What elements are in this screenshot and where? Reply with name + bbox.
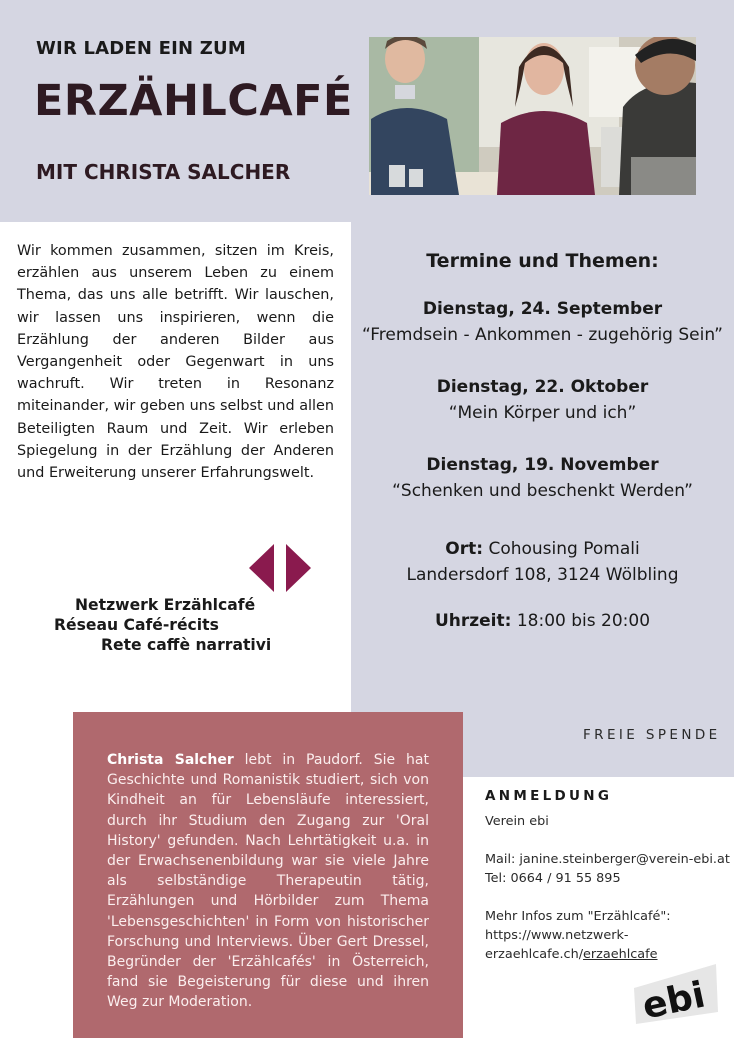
network-name-de: Netzwerk Erzählcafé: [75, 596, 256, 614]
schedule-heading: Termine und Themen:: [426, 250, 659, 272]
registration-mail: Mail: janine.steinberger@verein-ebi.at: [485, 852, 730, 867]
header-subtitle: MIT CHRISTA SALCHER: [36, 160, 291, 184]
header-kicker: WIR LADEN EIN ZUM: [36, 38, 246, 59]
info-url-path[interactable]: erzaehlcafe: [583, 947, 658, 962]
time-label: Uhrzeit:: [434, 611, 512, 631]
schedule-section: [351, 250, 734, 634]
event-date: Dienstag, 19. November: [426, 455, 659, 475]
event-date: Dienstag, 24. September: [422, 299, 663, 319]
event-date: Dienstag, 22. Oktober: [436, 377, 649, 397]
network-name-fr: Réseau Café-récits: [54, 616, 219, 634]
bio-body: lebt in Paudorf. Sie hat Geschichte und Romanistik studiert, sich von Kindheit an für Lebensläufe interessiert, durch ihr Studium den Zugang zur 'Oral History' gefunden. Nach Lehrtätigkeit u.a. in der Erwachsenenbildung war sie viele Jahre als selbständige Therapeutin tätig, Erzählungen und Hörbilder zum Thema 'Lebensgeschichten' in Form von historischer Forschung und Interviews. Über Gert Dressel, Begründer der 'Erzählcafés' in Österreich, fand sie Begeisterung für diese und ihren Weg zur Moderation.: [107, 752, 429, 1011]
registration-org: Verein ebi: [485, 814, 549, 829]
network-name-it: Rete caffè narrativi: [101, 636, 272, 654]
info-url-host[interactable]: erzaehlcafe.ch/: [485, 947, 584, 962]
info-label: Mehr Infos zum "Erzählcafé":: [485, 909, 671, 924]
registration-tel: Tel: 0664 / 91 55 895: [485, 871, 621, 886]
registration-title: ANMELDUNG: [485, 788, 613, 804]
donation-note: FREIE SPENDE: [583, 727, 721, 743]
registration-contact: [485, 812, 730, 964]
event-topic: “Mein Körper und ich”: [448, 403, 637, 423]
intro-text: Wir kommen zusammen, sitzen im Kreis, erzählen aus unserem Leben zu einem Thema, das uns alle betrifft. Wir lauschen, wir lassen uns inspirieren, wenn die Erzählung der anderen Bilder aus Vergangenheit oder Gegenwart in uns wachruft. Wir treten in Resonanz miteinander, wir geben uns selbst und allen Beteiligten Raum und Zeit. Wir erleben Spiegelung in der Erzählung der Anderen und Erweiterung unserer Erfahrungswelt.: [17, 243, 334, 482]
location-label: Ort:: [445, 539, 484, 559]
network-logo-icon: [249, 544, 311, 592]
group-photo: [369, 37, 696, 195]
event-location: [351, 536, 734, 588]
event-topic: “Fremdsein - Ankommen - zugehörig Sein”: [361, 325, 723, 345]
location-address: Landersdorf 108, 3124 Wölbling: [406, 565, 679, 585]
bio-text: [107, 750, 429, 1013]
time-value: 18:00 bis 20:00: [516, 611, 651, 631]
event-topic: “Schenken und beschenkt Werden”: [392, 481, 693, 501]
location-name: Cohousing Pomali: [488, 539, 640, 559]
bio-name: Christa Salcher: [107, 752, 234, 768]
event-time: [351, 608, 734, 634]
info-url-line1: https://www.netzwerk-: [485, 928, 629, 943]
page-title: ERZÄHLCAFÉ: [34, 76, 353, 126]
ebi-logo: [632, 962, 720, 1024]
ebi-logo-text: ebi: [639, 974, 709, 1024]
